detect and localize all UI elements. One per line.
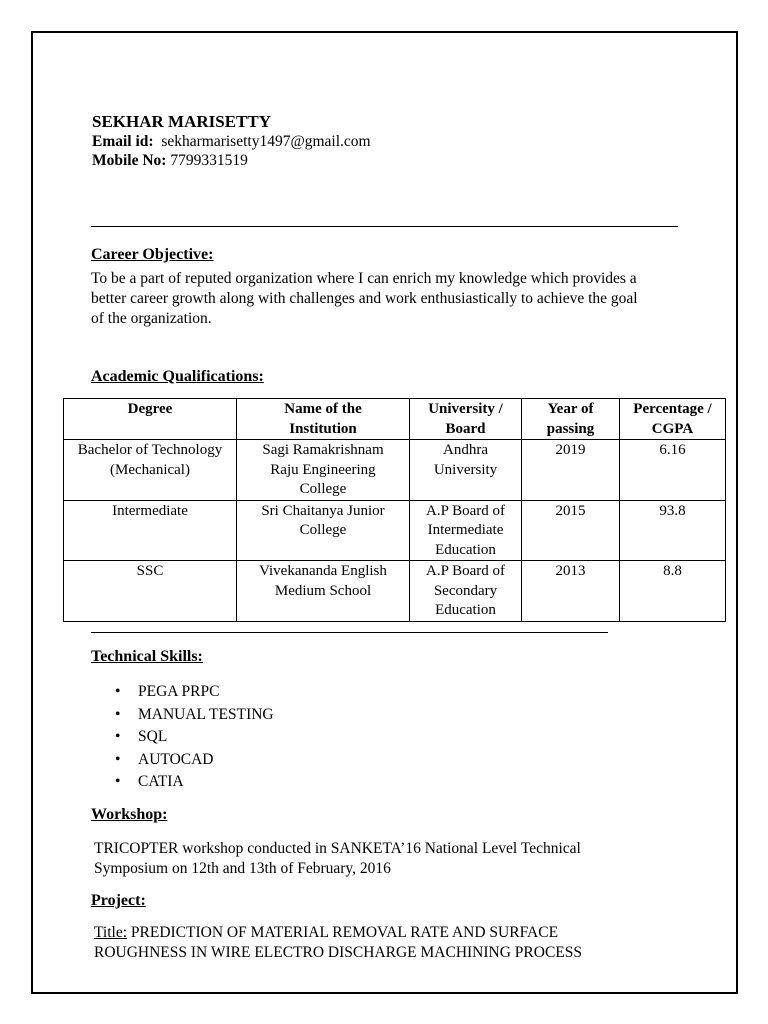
- list-item: • MANUAL TESTING: [115, 704, 274, 727]
- year-cell: 2013: [522, 561, 620, 622]
- objective-line: better career growth along with challenges and work enthusiastically to achieve the goal: [91, 290, 638, 307]
- table-row: [64, 500, 726, 561]
- institution-cell: Sagi Ramakrishnam Raju Engineering College: [237, 440, 410, 501]
- email-value: sekharmarisetty1497@gmail.com: [161, 133, 371, 150]
- score-cell: 6.16: [620, 440, 726, 501]
- email-label: Email id:: [92, 133, 154, 150]
- project-heading: Project:: [91, 892, 146, 909]
- section-divider: [91, 632, 608, 633]
- bullet-icon: •: [115, 728, 121, 746]
- email-line: [92, 133, 371, 151]
- column-header-year: Year of passing: [522, 399, 620, 440]
- project-title-line: ROUGHNESS IN WIRE ELECTRO DISCHARGE MACHINING PROCESS: [94, 944, 582, 961]
- objective-line: of the organization.: [91, 310, 212, 327]
- institution-cell: Sri Chaitanya Junior College: [237, 500, 410, 561]
- table-header-row: [64, 399, 726, 440]
- table-row: [64, 440, 726, 501]
- career-objective-heading: Career Objective:: [91, 246, 214, 263]
- column-header-degree: Degree: [64, 399, 237, 440]
- candidate-name: SEKHAR MARISETTY: [92, 112, 272, 131]
- skills-list: [115, 681, 274, 794]
- list-item: • AUTOCAD: [115, 749, 274, 772]
- project-title-line: [94, 923, 714, 943]
- degree-cell: Bachelor of Technology (Mechanical): [64, 440, 237, 501]
- table-row: [64, 561, 726, 622]
- column-header-score: Percentage / CGPA: [620, 399, 726, 440]
- project-title-part1: PREDICTION OF MATERIAL REMOVAL RATE AND SURFACE: [127, 924, 559, 941]
- mobile-value: 7799331519: [170, 152, 248, 169]
- list-item: • SQL: [115, 726, 274, 749]
- list-item: • PEGA PRPC: [115, 681, 274, 704]
- career-objective-text: [91, 269, 681, 329]
- bullet-icon: •: [115, 705, 121, 723]
- project-title-label: Title:: [94, 924, 128, 941]
- degree-cell: Intermediate: [64, 500, 237, 561]
- board-cell: Andhra University: [410, 440, 522, 501]
- bullet-icon: •: [115, 750, 121, 768]
- board-cell: A.P Board of Secondary Education: [410, 561, 522, 622]
- column-header-institution: Name of the Institution: [237, 399, 410, 440]
- project-text: [94, 923, 714, 963]
- academic-heading: Academic Qualifications:: [91, 368, 264, 385]
- institution-cell: Vivekananda English Medium School: [237, 561, 410, 622]
- header-divider: [91, 226, 678, 227]
- workshop-line: TRICOPTER workshop conducted in SANKETA’16 National Level Technical: [94, 840, 581, 857]
- workshop-line: Symposium on 12th and 13th of February, 2016: [94, 860, 391, 877]
- score-cell: 8.8: [620, 561, 726, 622]
- mobile-label: Mobile No:: [92, 152, 167, 169]
- score-cell: 93.8: [620, 500, 726, 561]
- list-item: • CATIA: [115, 771, 274, 794]
- objective-line: To be a part of reputed organization where I can enrich my knowledge which provides a: [91, 270, 637, 287]
- year-cell: 2015: [522, 500, 620, 561]
- year-cell: 2019: [522, 440, 620, 501]
- bullet-icon: •: [115, 773, 121, 791]
- workshop-text: [94, 839, 694, 879]
- column-header-board: University / Board: [410, 399, 522, 440]
- technical-skills-heading: Technical Skills:: [91, 648, 203, 665]
- board-cell: A.P Board of Intermediate Education: [410, 500, 522, 561]
- bullet-icon: •: [115, 683, 121, 700]
- mobile-line: [92, 152, 248, 170]
- academic-table: [63, 398, 726, 622]
- degree-cell: SSC: [64, 561, 237, 622]
- workshop-heading: Workshop:: [91, 806, 168, 823]
